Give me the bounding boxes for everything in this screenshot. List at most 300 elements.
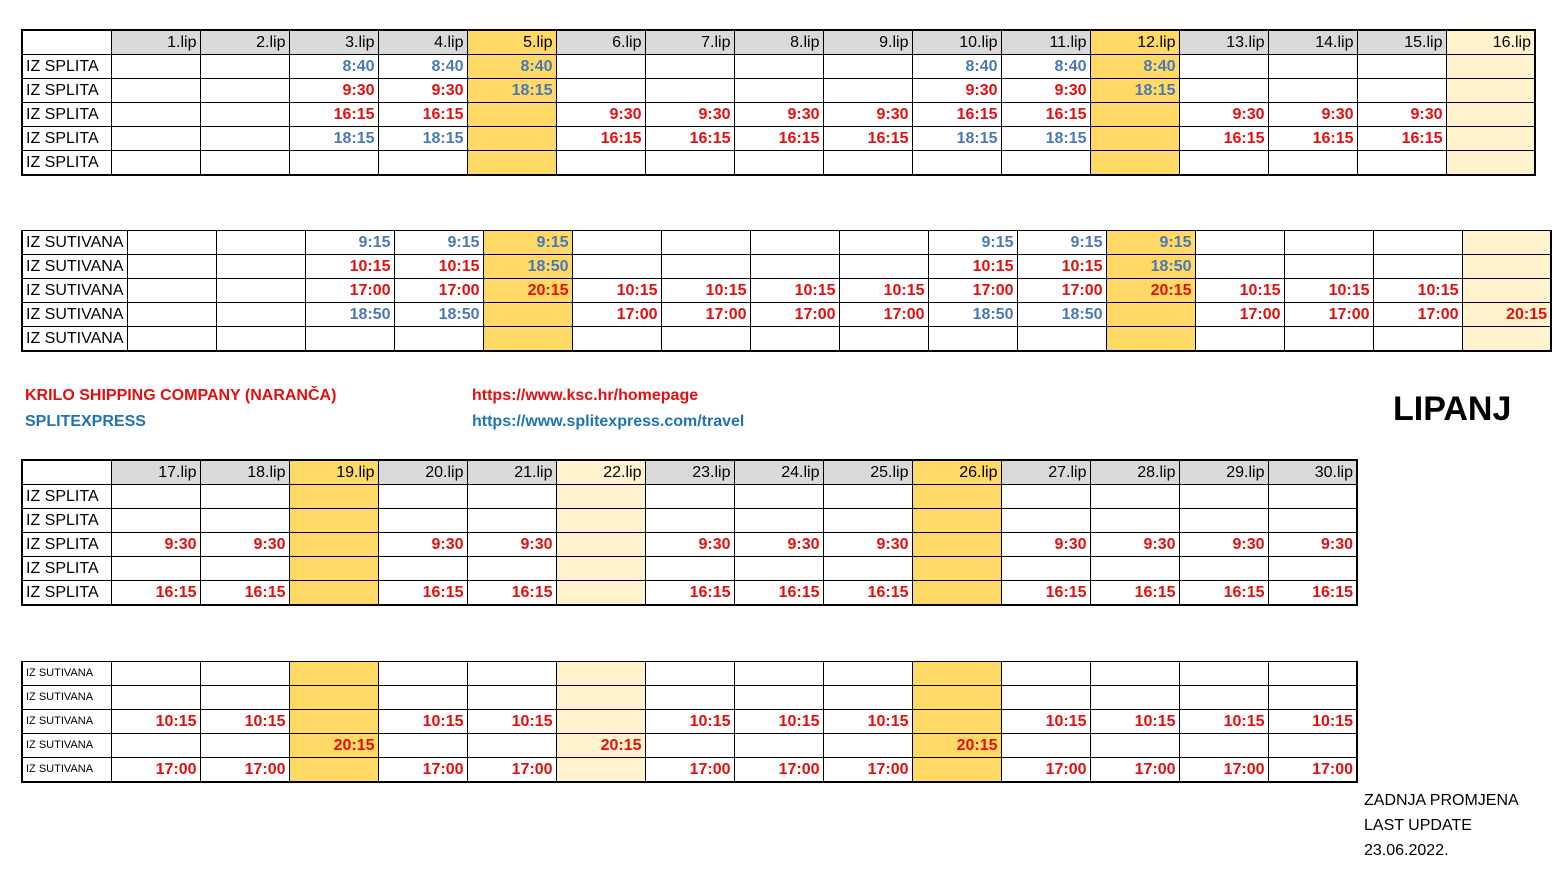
departure-time-cell: [467, 151, 556, 176]
departure-time-cell: 16:15: [645, 581, 734, 606]
departure-time-cell: [1268, 79, 1357, 103]
legend-splitexpress-name: SPLITEXPRESS: [25, 413, 146, 430]
departure-time-cell: 18:50: [305, 303, 394, 327]
departure-time-cell: 9:30: [111, 533, 200, 557]
departure-time-cell: [823, 509, 912, 533]
departure-time-cell: 9:30: [200, 533, 289, 557]
departure-time-cell: [928, 327, 1017, 352]
departure-time-cell: 9:30: [645, 103, 734, 127]
departure-time-cell: 17:00: [378, 758, 467, 783]
departure-time-cell: [645, 485, 734, 509]
legend-splitexpress-url[interactable]: https://www.splitexpress.com/travel: [472, 413, 745, 430]
table-row: [22, 55, 1535, 79]
departure-time-cell: 17:00: [1373, 303, 1462, 327]
departure-time-cell: [200, 151, 289, 176]
departure-time-cell: 10:15: [645, 710, 734, 734]
departure-time-cell: [1373, 327, 1462, 352]
table-row: [22, 303, 1551, 327]
route-label: IZ SUTIVANA: [22, 255, 127, 279]
departure-time-cell: [216, 303, 305, 327]
departure-time-cell: [645, 686, 734, 710]
departure-time-cell: 10:15: [823, 710, 912, 734]
departure-time-cell: [1179, 485, 1268, 509]
departure-time-cell: [1179, 509, 1268, 533]
departure-time-cell: 9:30: [1268, 103, 1357, 127]
departure-time-cell: [1268, 509, 1357, 533]
date-header-cell: 29.lip: [1179, 460, 1268, 485]
date-header-cell: 10.lip: [912, 30, 1001, 55]
departure-time-cell: [823, 79, 912, 103]
departure-time-cell: 17:00: [839, 303, 928, 327]
table-row: [22, 127, 1535, 151]
departure-time-cell: [1462, 279, 1551, 303]
departure-time-cell: [1090, 557, 1179, 581]
departure-time-cell: [1179, 55, 1268, 79]
departure-time-cell: [111, 557, 200, 581]
date-header-cell: 18.lip: [200, 460, 289, 485]
departure-time-cell: [734, 662, 823, 686]
departure-time-cell: 9:30: [1001, 79, 1090, 103]
departure-time-cell: [289, 485, 378, 509]
departure-time-cell: [1001, 662, 1090, 686]
departure-time-cell: [289, 710, 378, 734]
departure-time-cell: [127, 231, 216, 255]
departure-time-cell: 10:15: [1090, 710, 1179, 734]
table-row: [22, 662, 1357, 686]
date-header-cell: 19.lip: [289, 460, 378, 485]
departure-time-cell: [200, 79, 289, 103]
date-header-cell: 12.lip: [1090, 30, 1179, 55]
departure-time-cell: [556, 509, 645, 533]
departure-time-cell: [661, 231, 750, 255]
date-header-cell: 14.lip: [1268, 30, 1357, 55]
departure-time-cell: 10:15: [305, 255, 394, 279]
departure-time-cell: [1446, 151, 1535, 176]
departure-time-cell: 10:15: [928, 255, 1017, 279]
departure-time-cell: 16:15: [734, 581, 823, 606]
departure-time-cell: [572, 255, 661, 279]
departure-time-cell: [200, 557, 289, 581]
departure-time-cell: 16:15: [823, 581, 912, 606]
date-header-cell: 5.lip: [467, 30, 556, 55]
departure-time-cell: 17:00: [750, 303, 839, 327]
departure-time-cell: [1106, 303, 1195, 327]
departure-time-cell: 9:30: [734, 103, 823, 127]
table-row: [22, 710, 1357, 734]
date-header-cell: 23.lip: [645, 460, 734, 485]
departure-time-cell: 9:30: [1090, 533, 1179, 557]
departure-time-cell: [200, 127, 289, 151]
departure-time-cell: 17:00: [467, 758, 556, 783]
departure-time-cell: [467, 662, 556, 686]
departure-time-cell: 9:15: [1017, 231, 1106, 255]
departure-time-cell: 17:00: [1090, 758, 1179, 783]
departure-time-cell: [200, 686, 289, 710]
departure-time-cell: [378, 734, 467, 758]
departure-time-cell: [556, 79, 645, 103]
date-header-row: [22, 460, 1357, 485]
departure-time-cell: [1090, 103, 1179, 127]
departure-time-cell: [645, 509, 734, 533]
departure-time-cell: [289, 662, 378, 686]
route-label: IZ SPLITA: [22, 509, 111, 533]
table-row: [22, 557, 1357, 581]
table-row: [22, 327, 1551, 352]
departure-time-cell: [645, 55, 734, 79]
departure-time-cell: [127, 327, 216, 352]
table-row: [22, 485, 1357, 509]
date-header-cell: 1.lip: [111, 30, 200, 55]
departure-time-cell: [1001, 734, 1090, 758]
departure-time-cell: [394, 327, 483, 352]
departure-time-cell: [572, 327, 661, 352]
departure-time-cell: [1446, 103, 1535, 127]
legend-krilo-url[interactable]: https://www.ksc.hr/homepage: [472, 387, 699, 404]
departure-time-cell: [289, 686, 378, 710]
departure-time-cell: [839, 231, 928, 255]
departure-time-cell: [912, 686, 1001, 710]
departure-time-cell: [750, 255, 839, 279]
departure-time-cell: 17:00: [394, 279, 483, 303]
departure-time-cell: [912, 151, 1001, 176]
departure-time-cell: [111, 127, 200, 151]
departure-time-cell: [645, 662, 734, 686]
departure-time-cell: 10:15: [1017, 255, 1106, 279]
departure-time-cell: [1284, 327, 1373, 352]
departure-time-cell: [483, 303, 572, 327]
departure-time-cell: [1179, 79, 1268, 103]
departure-time-cell: 17:00: [928, 279, 1017, 303]
departure-time-cell: [111, 151, 200, 176]
departure-time-cell: [734, 557, 823, 581]
departure-time-cell: 17:00: [1284, 303, 1373, 327]
departure-time-cell: 9:15: [483, 231, 572, 255]
departure-time-cell: [1001, 509, 1090, 533]
table-row: [22, 231, 1551, 255]
departure-time-cell: [1268, 485, 1357, 509]
departure-time-cell: [1284, 255, 1373, 279]
departure-time-cell: [1017, 327, 1106, 352]
last-update-date: 23.06.2022.: [1364, 842, 1449, 859]
departure-time-cell: [467, 485, 556, 509]
date-header-cell: 27.lip: [1001, 460, 1090, 485]
departure-time-cell: [1179, 662, 1268, 686]
departure-time-cell: [1268, 686, 1357, 710]
departure-time-cell: 16:15: [378, 581, 467, 606]
departure-time-cell: 16:15: [289, 103, 378, 127]
departure-time-cell: 20:15: [1462, 303, 1551, 327]
departure-time-cell: 9:30: [1179, 533, 1268, 557]
departure-time-cell: 9:30: [289, 79, 378, 103]
departure-time-cell: 17:00: [200, 758, 289, 783]
departure-time-cell: 17:00: [1017, 279, 1106, 303]
departure-time-cell: 18:50: [394, 303, 483, 327]
departure-time-cell: [1090, 662, 1179, 686]
date-header-cell: 9.lip: [823, 30, 912, 55]
departure-time-cell: [912, 581, 1001, 606]
departure-time-cell: [111, 509, 200, 533]
departure-time-cell: [823, 151, 912, 176]
table-row: [22, 533, 1357, 557]
departure-time-cell: 9:15: [305, 231, 394, 255]
departure-time-cell: 17:00: [734, 758, 823, 783]
departure-time-cell: [1446, 127, 1535, 151]
departure-time-cell: [216, 231, 305, 255]
departure-time-cell: 18:15: [1090, 79, 1179, 103]
departure-time-cell: [305, 327, 394, 352]
route-label: IZ SUTIVANA: [22, 734, 111, 758]
departure-time-cell: 16:15: [1001, 103, 1090, 127]
departure-time-cell: 8:40: [378, 55, 467, 79]
departure-time-cell: 16:15: [1001, 581, 1090, 606]
departure-time-cell: 20:15: [483, 279, 572, 303]
departure-time-cell: 16:15: [467, 581, 556, 606]
departure-time-cell: [378, 509, 467, 533]
departure-time-cell: 9:30: [912, 79, 1001, 103]
departure-time-cell: [216, 279, 305, 303]
departure-time-cell: [111, 79, 200, 103]
departure-time-cell: [1446, 79, 1535, 103]
legend-krilo-name: KRILO SHIPPING COMPANY (NARANČA): [25, 387, 337, 404]
departure-time-cell: [645, 79, 734, 103]
departure-time-cell: [1090, 485, 1179, 509]
departure-time-cell: [823, 557, 912, 581]
departure-time-cell: [645, 734, 734, 758]
departure-time-cell: [823, 485, 912, 509]
date-header-cell: 24.lip: [734, 460, 823, 485]
departure-time-cell: [1268, 55, 1357, 79]
departure-time-cell: 16:15: [1268, 581, 1357, 606]
route-label: IZ SUTIVANA: [22, 231, 127, 255]
departure-time-cell: [289, 509, 378, 533]
departure-time-cell: [912, 710, 1001, 734]
departure-time-cell: [1195, 327, 1284, 352]
departure-time-cell: [378, 686, 467, 710]
departure-time-cell: [556, 758, 645, 783]
departure-time-cell: 10:15: [1284, 279, 1373, 303]
departure-time-cell: 20:15: [289, 734, 378, 758]
departure-time-cell: [1373, 231, 1462, 255]
table-row: [22, 581, 1357, 606]
route-label: IZ SUTIVANA: [22, 686, 111, 710]
departure-time-cell: [127, 303, 216, 327]
departure-time-cell: 9:30: [645, 533, 734, 557]
departure-time-cell: 10:15: [661, 279, 750, 303]
route-label: IZ SPLITA: [22, 79, 111, 103]
departure-time-cell: 17:00: [1195, 303, 1284, 327]
departure-time-cell: 18:50: [1106, 255, 1195, 279]
departure-time-cell: [1268, 662, 1357, 686]
table-row: [22, 509, 1357, 533]
departure-time-cell: 10:15: [111, 710, 200, 734]
route-label: IZ SPLITA: [22, 581, 111, 606]
departure-time-cell: [1179, 734, 1268, 758]
departure-time-cell: [661, 255, 750, 279]
departure-time-cell: [378, 151, 467, 176]
date-header-cell: 11.lip: [1001, 30, 1090, 55]
departure-time-cell: 9:30: [378, 533, 467, 557]
date-header-row: [22, 30, 1535, 55]
departure-time-cell: [839, 255, 928, 279]
route-label: IZ SUTIVANA: [22, 758, 111, 783]
last-update-label-hr: ZADNJA PROMJENA: [1364, 792, 1519, 809]
last-update-label-en: LAST UPDATE: [1364, 817, 1472, 834]
departure-time-cell: 16:15: [1090, 581, 1179, 606]
corner-cell: [22, 460, 111, 485]
route-label: IZ SPLITA: [22, 151, 111, 176]
date-header-cell: 30.lip: [1268, 460, 1357, 485]
table-row: [22, 279, 1551, 303]
departure-time-cell: [556, 151, 645, 176]
month-title: LIPANJ: [1393, 390, 1512, 428]
departure-time-cell: [289, 557, 378, 581]
departure-time-cell: [216, 327, 305, 352]
departure-time-cell: [1001, 686, 1090, 710]
departure-time-cell: 17:00: [1001, 758, 1090, 783]
departure-time-cell: 18:15: [467, 79, 556, 103]
departure-time-cell: [556, 710, 645, 734]
departure-time-cell: 8:40: [289, 55, 378, 79]
departure-time-cell: [1357, 79, 1446, 103]
departure-time-cell: 10:15: [572, 279, 661, 303]
departure-time-cell: [467, 127, 556, 151]
date-header-cell: 21.lip: [467, 460, 556, 485]
departure-time-cell: 10:15: [1195, 279, 1284, 303]
departure-time-cell: [1090, 734, 1179, 758]
departure-time-cell: [127, 279, 216, 303]
departure-time-cell: [289, 758, 378, 783]
departure-time-cell: 10:15: [467, 710, 556, 734]
departure-time-cell: [1446, 55, 1535, 79]
departure-time-cell: [378, 557, 467, 581]
departure-time-cell: 9:30: [467, 533, 556, 557]
departure-time-cell: [378, 662, 467, 686]
departure-time-cell: 16:15: [1179, 127, 1268, 151]
route-label: IZ SPLITA: [22, 55, 111, 79]
departure-time-cell: [1195, 255, 1284, 279]
departure-time-cell: 10:15: [1373, 279, 1462, 303]
departure-time-cell: 9:30: [378, 79, 467, 103]
departure-time-cell: [734, 686, 823, 710]
departure-time-cell: 16:15: [734, 127, 823, 151]
departure-time-cell: 10:15: [734, 710, 823, 734]
departure-time-cell: [200, 509, 289, 533]
departure-time-cell: [200, 103, 289, 127]
departure-time-cell: [200, 485, 289, 509]
departure-time-cell: [750, 327, 839, 352]
departure-time-cell: 18:15: [1001, 127, 1090, 151]
departure-time-cell: [734, 79, 823, 103]
departure-time-cell: [661, 327, 750, 352]
departure-time-cell: 9:15: [394, 231, 483, 255]
departure-time-cell: [1195, 231, 1284, 255]
departure-time-cell: [1357, 55, 1446, 79]
table-row: [22, 734, 1357, 758]
departure-time-cell: 9:30: [1268, 533, 1357, 557]
date-header-cell: 22.lip: [556, 460, 645, 485]
departure-time-cell: [1090, 127, 1179, 151]
departure-time-cell: 8:40: [1090, 55, 1179, 79]
date-header-cell: 6.lip: [556, 30, 645, 55]
departure-time-cell: [467, 734, 556, 758]
departure-time-cell: 16:15: [645, 127, 734, 151]
date-header-cell: 25.lip: [823, 460, 912, 485]
departure-time-cell: [1462, 255, 1551, 279]
departure-time-cell: [1268, 734, 1357, 758]
departure-time-cell: 9:30: [1179, 103, 1268, 127]
departure-time-cell: 10:15: [378, 710, 467, 734]
departure-time-cell: [734, 151, 823, 176]
departure-time-cell: [111, 485, 200, 509]
departure-time-cell: [216, 255, 305, 279]
timetable-june-17-30-split: [21, 459, 1358, 606]
departure-time-cell: 10:15: [1001, 710, 1090, 734]
departure-time-cell: [111, 734, 200, 758]
departure-time-cell: 20:15: [912, 734, 1001, 758]
departure-time-cell: [734, 509, 823, 533]
departure-time-cell: [556, 686, 645, 710]
departure-time-cell: [483, 327, 572, 352]
departure-time-cell: 9:30: [1001, 533, 1090, 557]
departure-time-cell: [1373, 255, 1462, 279]
departure-time-cell: [1179, 151, 1268, 176]
departure-time-cell: [200, 662, 289, 686]
departure-time-cell: [912, 485, 1001, 509]
departure-time-cell: [823, 686, 912, 710]
departure-time-cell: [823, 662, 912, 686]
departure-time-cell: 18:15: [912, 127, 1001, 151]
departure-time-cell: [734, 485, 823, 509]
route-label: IZ SUTIVANA: [22, 327, 127, 352]
route-label: IZ SPLITA: [22, 533, 111, 557]
departure-time-cell: 16:15: [200, 581, 289, 606]
departure-time-cell: [1090, 509, 1179, 533]
departure-time-cell: 17:00: [572, 303, 661, 327]
departure-time-cell: [645, 557, 734, 581]
departure-time-cell: 10:15: [839, 279, 928, 303]
date-header-cell: 7.lip: [645, 30, 734, 55]
departure-time-cell: 17:00: [823, 758, 912, 783]
departure-time-cell: 8:40: [1001, 55, 1090, 79]
timetable-june-17-30-sutivan: [21, 661, 1358, 783]
departure-time-cell: 17:00: [1268, 758, 1357, 783]
departure-time-cell: [1179, 557, 1268, 581]
table-row: [22, 79, 1535, 103]
departure-time-cell: 16:15: [378, 103, 467, 127]
table-row: [22, 151, 1535, 176]
departure-time-cell: 9:30: [823, 103, 912, 127]
departure-time-cell: [1001, 151, 1090, 176]
departure-time-cell: [1090, 151, 1179, 176]
departure-time-cell: [1090, 686, 1179, 710]
corner-cell: [22, 30, 111, 55]
departure-time-cell: [556, 557, 645, 581]
route-label: IZ SUTIVANA: [22, 662, 111, 686]
departure-time-cell: 17:00: [661, 303, 750, 327]
route-label: IZ SUTIVANA: [22, 303, 127, 327]
departure-time-cell: [912, 758, 1001, 783]
date-header-cell: 16.lip: [1446, 30, 1535, 55]
departure-time-cell: 8:40: [467, 55, 556, 79]
departure-time-cell: 9:15: [1106, 231, 1195, 255]
departure-time-cell: 20:15: [556, 734, 645, 758]
departure-time-cell: [750, 231, 839, 255]
departure-time-cell: [289, 581, 378, 606]
table-row: [22, 103, 1535, 127]
departure-time-cell: [289, 151, 378, 176]
route-label: IZ SUTIVANA: [22, 279, 127, 303]
departure-time-cell: [467, 103, 556, 127]
